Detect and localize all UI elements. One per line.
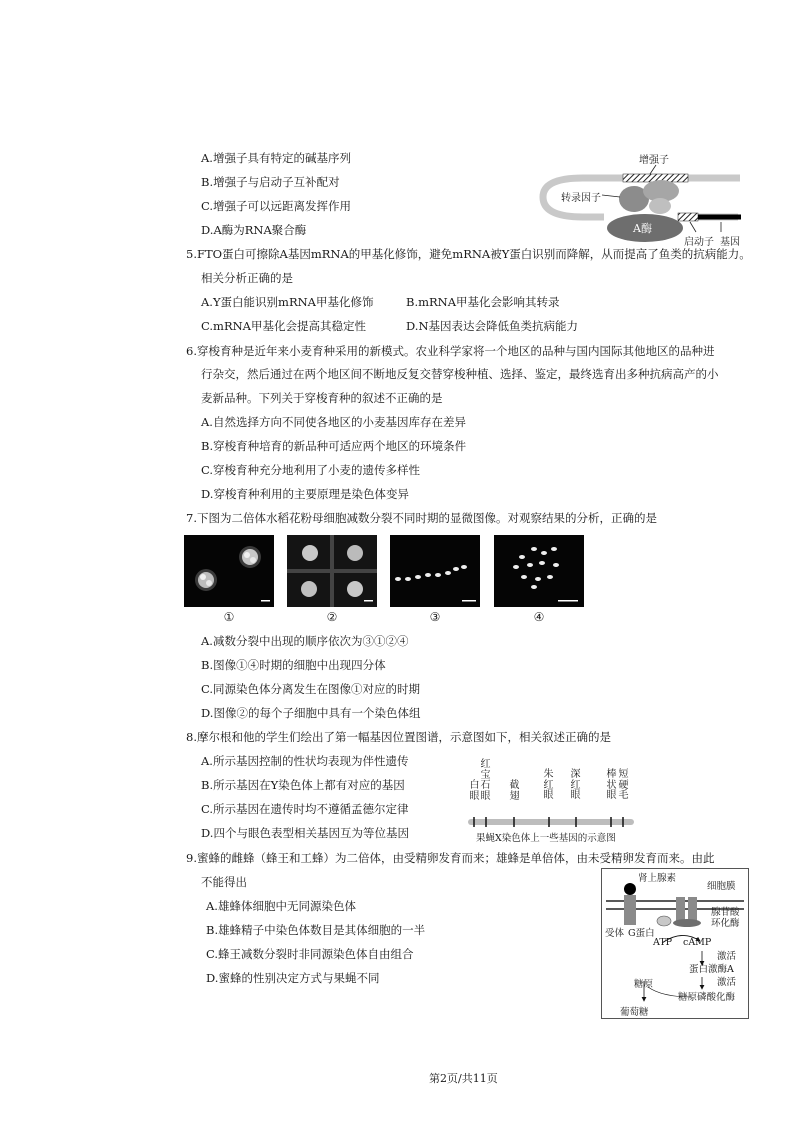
q6-stem: 6.穿梭育种是近年来小麦育种采用的新模式。农业科学家将一个地区的品种与国内国际其他地区的品种进 [186,344,715,358]
label-camp: cAMP [683,937,712,948]
q6-stem-cont-1: 行杂交，然后通过在两个地区间不断地反复交替穿梭种植、选择、鉴定，最终选育出多种抗病高产的小 [201,367,719,381]
q9-option-b: B.雄蜂精子中染色体数目是其体细胞的一半 [206,923,426,937]
q9-option-d: D.蜜蜂的性别决定方式与果蝇不同 [206,971,380,985]
q7-option-a: A.减数分裂中出现的顺序依次为③①②④ [201,634,409,648]
label-glucose: 葡萄糖 [620,1007,649,1018]
q8-option-a: A.所示基因控制的性状均表现为伴性遗传 [201,754,409,768]
q5-option-d: D.N基因表达会降低鱼类抗病能力 [406,319,579,333]
q5-stem: 5.FTO蛋白可擦除A基因mRNA的甲基化修饰，避免mRNA被Y蛋白识别而降解，从而提高了鱼类的抗病能力。 [186,247,751,261]
q9-option-a: A.雄蜂体细胞中无同源染色体 [206,899,356,913]
q7-stem: 7.下图为二倍体水稻花粉母细胞减数分裂不同时期的显微图像。对观察结果的分析，正确的是 [186,511,657,525]
q6-stem-cont-2: 麦新品种。下列关于穿梭育种的叙述不正确的是 [201,391,443,405]
label-transcription-factor: 转录因子 [561,193,601,204]
gene-carmine-eye: 深红眼 [570,769,581,801]
q7-option-c: C.同源染色体分离发生在图像①对应的时期 [201,682,421,696]
gene-ruby-eye: 红宝石眼 [480,759,491,802]
label-atp: ATP [653,937,673,948]
gene-map-caption: 果蝇X染色体上一些基因的示意图 [476,833,616,844]
label-pka: 蛋白激酶A [689,964,734,975]
gene-vermilion-eye: 朱红眼 [543,769,554,801]
q5-stem-cont: 相关分析正确的是 [201,271,293,285]
q4-option-d: D.A酶为RNA聚合酶 [201,223,307,237]
gene-cut-wing: 截翅 [509,780,520,802]
q8-stem: 8.摩尔根和他的学生们绘出了第一幅基因位置图谱，示意图如下，相关叙述正确的是 [186,730,611,744]
q8-option-d: D.四个与眼色表型相关基因互为等位基因 [201,826,409,840]
q5-option-b: B.mRNA甲基化会影响其转录 [406,295,560,309]
q8-option-c: C.所示基因在遗传时均不遵循孟德尔定律 [201,802,409,816]
q6-option-a: A.自然选择方向不同使各地区的小麦基因库存在差异 [201,415,466,429]
micrograph-label-3: ③ [429,610,441,624]
q6-option-c: C.穿梭育种充分地利用了小麦的遗传多样性 [201,463,421,477]
q4-option-b: B.增强子与启动子互补配对 [201,175,340,189]
q6-option-d: D.穿梭育种利用的主要原理是染色体变异 [201,487,409,501]
micrograph-label-4: ④ [533,610,545,624]
page-number: 第2页/共11页 [429,1072,498,1085]
q8-option-b: B.所示基因在Y染色体上都有对应的基因 [201,778,405,792]
q4-option-a: A.增强子具有特定的碱基序列 [201,151,351,165]
micrograph-label-2: ② [326,610,338,624]
micrograph-1 [184,535,274,607]
label-enhancer: 增强子 [639,155,669,166]
q7-option-d: D.图像②的每个子细胞中具有一个染色体组 [201,706,421,720]
label-a-enzyme: A酶 [633,222,652,235]
label-g-protein: G蛋白 [628,928,655,939]
label-cyclase: 环化酶 [711,918,740,929]
q6-option-b: B.穿梭育种培育的新品种可适应两个地区的环境条件 [201,439,467,453]
label-activate-1: 激活 [717,951,737,962]
q9-stem: 9.蜜蜂的雌蜂（蜂王和工蜂）为二倍体，由受精卵发育而来；雄蜂是单倍体，由未受精卵发育而来。由此 [186,851,715,865]
micrograph-4 [494,535,584,607]
label-cell-membrane: 细胞膜 [707,881,736,892]
q5-option-c: C.mRNA甲基化会提高其稳定性 [201,319,366,333]
gene-bar-eye: 棒状眼 [606,769,617,801]
q5-option-a: A.Y蛋白能识别mRNA甲基化修饰 [201,295,374,309]
micrograph-label-1: ① [223,610,235,624]
micrograph-3 [390,535,480,607]
q4-option-c: C.增强子可以远距离发挥作用 [201,199,352,213]
micrograph-2 [287,535,377,607]
label-activate-2: 激活 [717,977,737,988]
label-adenylyl: 腺苷酸 [711,907,740,918]
q9-stem-cont: 不能得出 [201,875,247,889]
label-epinephrine: 肾上腺素 [638,873,677,884]
q9-option-c: C.蜂王减数分裂时非同源染色体自由组合 [206,947,414,961]
label-glycogen: 糖原 [634,979,654,990]
label-glycogen-phosphorylase: 糖原磷酸化酶 [678,992,736,1003]
label-gene: 基因 [720,237,740,248]
q7-option-b: B.图像①④时期的细胞中出现四分体 [201,658,386,672]
label-receptor: 受体 [605,928,625,939]
label-promoter: 启动子 [684,237,714,248]
gene-white-eye: 白眼 [469,780,480,802]
x-chromosome-bar [468,813,634,825]
gene-short-bristle: 短硬毛 [618,769,629,801]
